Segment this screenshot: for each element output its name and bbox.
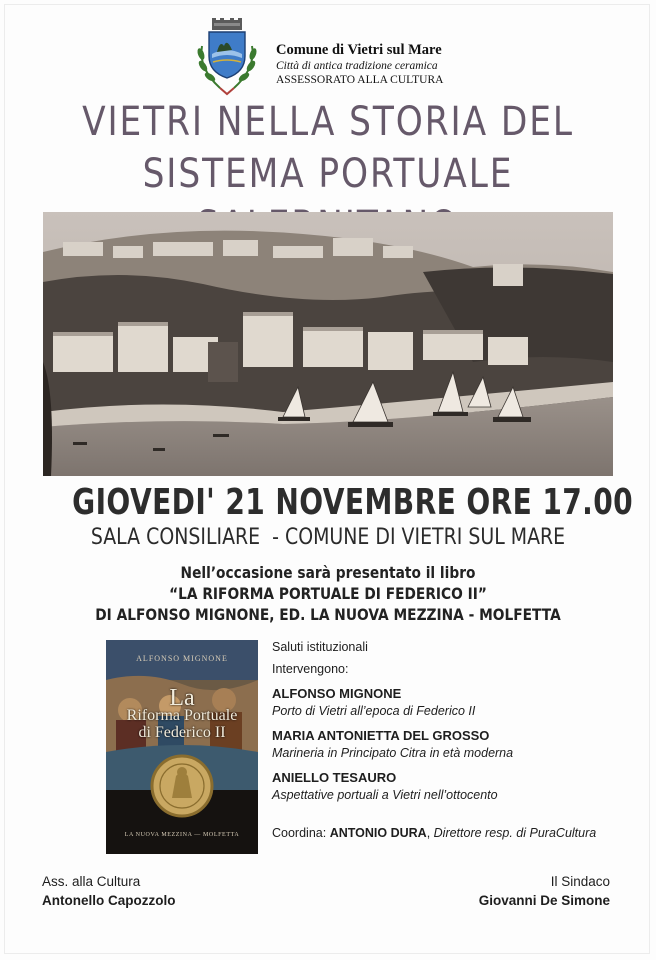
signature-right-name: Giovanni De Simone	[478, 893, 610, 908]
office-name: ASSESSORATO ALLA CULTURA	[276, 74, 444, 86]
presentation-line-1: Nell’occasione sarà presentato il libro	[180, 563, 476, 582]
speaker-name: ALFONSO MIGNONE	[272, 686, 402, 701]
speaker-topic: Aspettative portuali a Vietri nell’ottocento	[272, 788, 498, 802]
coordinator-role: Direttore resp. di PuraCultura	[433, 826, 597, 840]
book-title-line-2: Riforma Portuale	[126, 707, 238, 724]
title-line-2: SISTEMA PORTUALE	[142, 151, 514, 197]
title-line-1: VIETRI NELLA STORIA DEL	[82, 99, 574, 145]
signature-left-role: Ass. alla Cultura	[42, 874, 141, 889]
book-author: ALFONSO MIGNONE	[136, 654, 228, 663]
book-title-line-3: di Federico II	[138, 724, 226, 741]
coat-of-arms-icon	[192, 16, 262, 98]
signature-left-name: Antonello Capozzolo	[42, 893, 176, 908]
historic-harbor-photo	[43, 212, 613, 476]
coordinator: Coordina: ANTONIO DURA, Direttore resp. di PuraCultura	[272, 826, 597, 840]
coordinator-name: ANTONIO DURA	[329, 826, 427, 840]
municipality-header	[192, 16, 492, 100]
signature-culture-councillor	[42, 872, 175, 910]
speaker-topic: Marineria in Principato Citra in età moderna	[272, 746, 514, 760]
speaker-name: ANIELLO TESAURO	[272, 770, 397, 785]
book-title-line-1: La	[169, 685, 195, 711]
municipality-name: Comune di Vietri sul Mare	[276, 42, 442, 58]
event-venue: SALA CONSILIARE - COMUNE DI VIETRI SUL MARE	[90, 525, 566, 550]
book-title	[106, 685, 258, 741]
book-cover-artwork	[106, 640, 258, 854]
signature-mayor	[479, 872, 610, 910]
speaker-topic: Porto di Vietri all’epoca di Federico II	[272, 704, 476, 718]
book-cover	[106, 640, 258, 854]
speaker-name: MARIA ANTONIETTA DEL GROSSO	[272, 728, 490, 743]
municipality-motto: Città di antica tradizione ceramica	[276, 60, 438, 72]
signature-right-role: Il Sindaco	[550, 874, 610, 889]
presentation-line-3: DI ALFONSO MIGNONE, ED. LA NUOVA MEZZINA - MOLFETTA	[95, 605, 561, 624]
event-date: GIOVEDI' 21 NOVEMBRE ORE 17.00	[72, 482, 634, 523]
speakers-label: Intervengono:	[272, 662, 349, 676]
book-publisher: LA NUOVA MEZZINA — MOLFETTA	[124, 832, 240, 838]
presentation-line-2: “LA RIFORMA PORTUALE DI FEDERICO II”	[169, 584, 487, 603]
book-presentation	[46, 562, 610, 625]
greetings: Saluti istituzionali	[272, 640, 368, 654]
coordinator-label: Coordina:	[272, 826, 327, 840]
